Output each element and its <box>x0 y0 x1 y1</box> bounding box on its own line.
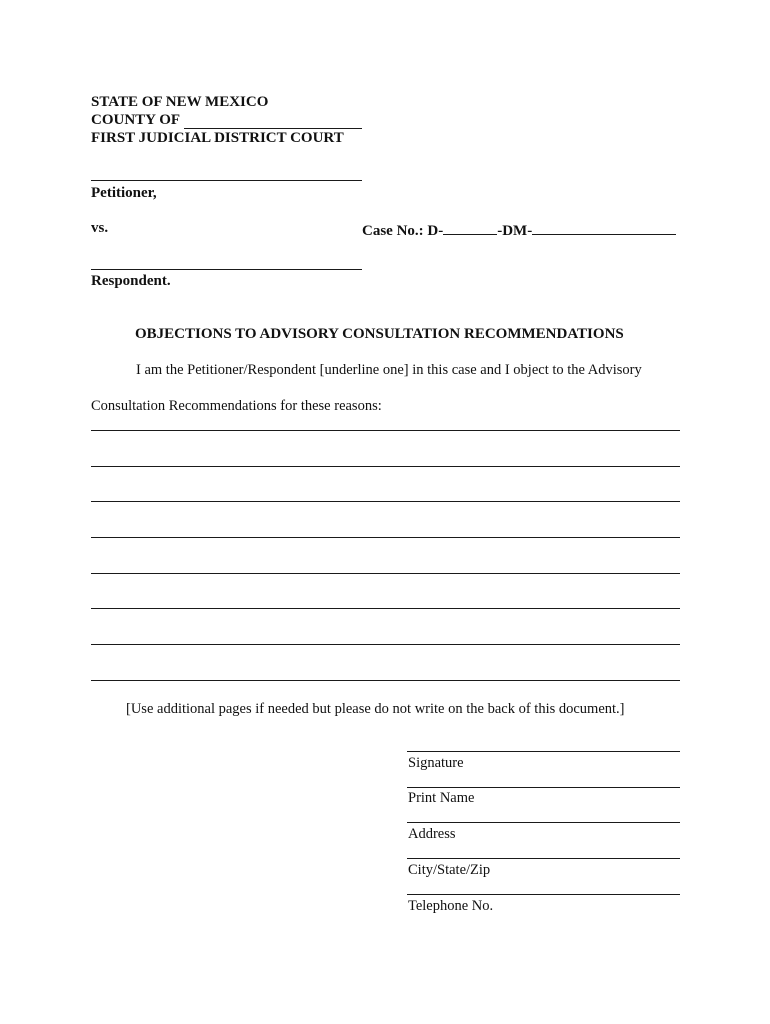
versus-label: vs. <box>91 220 109 236</box>
city-state-zip-field[interactable] <box>407 858 680 859</box>
county-label: COUNTY OF <box>91 112 181 128</box>
statement-line-1: I am the Petitioner/Respondent [underline one] in this case and I object to the Advisory <box>136 362 642 378</box>
reason-line[interactable] <box>91 573 680 574</box>
additional-pages-note: [Use additional pages if needed but please do not write on the back of this document.] <box>126 701 625 717</box>
petitioner-name-field[interactable] <box>91 180 362 181</box>
address-label: Address <box>408 826 456 842</box>
signature-label: Signature <box>408 755 464 771</box>
city-state-zip-label: City/State/Zip <box>408 862 491 878</box>
case-number-mid: -DM- <box>497 223 533 239</box>
respondent-name-field[interactable] <box>91 269 362 270</box>
address-field[interactable] <box>407 822 680 823</box>
reason-line[interactable] <box>91 466 680 467</box>
document-title: OBJECTIONS TO ADVISORY CONSULTATION RECOMMENDATIONS <box>135 326 624 342</box>
county-heading <box>91 112 180 129</box>
case-number-field-2[interactable] <box>532 220 676 235</box>
case-number-field-1[interactable] <box>443 220 497 235</box>
print-name-label: Print Name <box>408 790 475 806</box>
reason-line[interactable] <box>91 501 680 502</box>
state-heading: STATE OF NEW MEXICO <box>91 94 269 110</box>
case-number-label: Case No.: D- <box>362 223 444 239</box>
case-number <box>362 220 676 240</box>
reason-line[interactable] <box>91 537 680 538</box>
petitioner-label: Petitioner, <box>91 185 157 201</box>
reason-line[interactable] <box>91 680 680 681</box>
telephone-label: Telephone No. <box>408 898 494 914</box>
telephone-field[interactable] <box>407 894 680 895</box>
reason-line[interactable] <box>91 644 680 645</box>
signature-field[interactable] <box>407 751 680 752</box>
county-field[interactable] <box>184 128 362 129</box>
court-heading: FIRST JUDICIAL DISTRICT COURT <box>91 130 344 146</box>
print-name-field[interactable] <box>407 787 680 788</box>
reason-line[interactable] <box>91 608 680 609</box>
reason-line[interactable] <box>91 430 680 431</box>
statement-line-2: Consultation Recommendations for these reasons: <box>91 398 382 414</box>
respondent-label: Respondent. <box>91 273 171 289</box>
